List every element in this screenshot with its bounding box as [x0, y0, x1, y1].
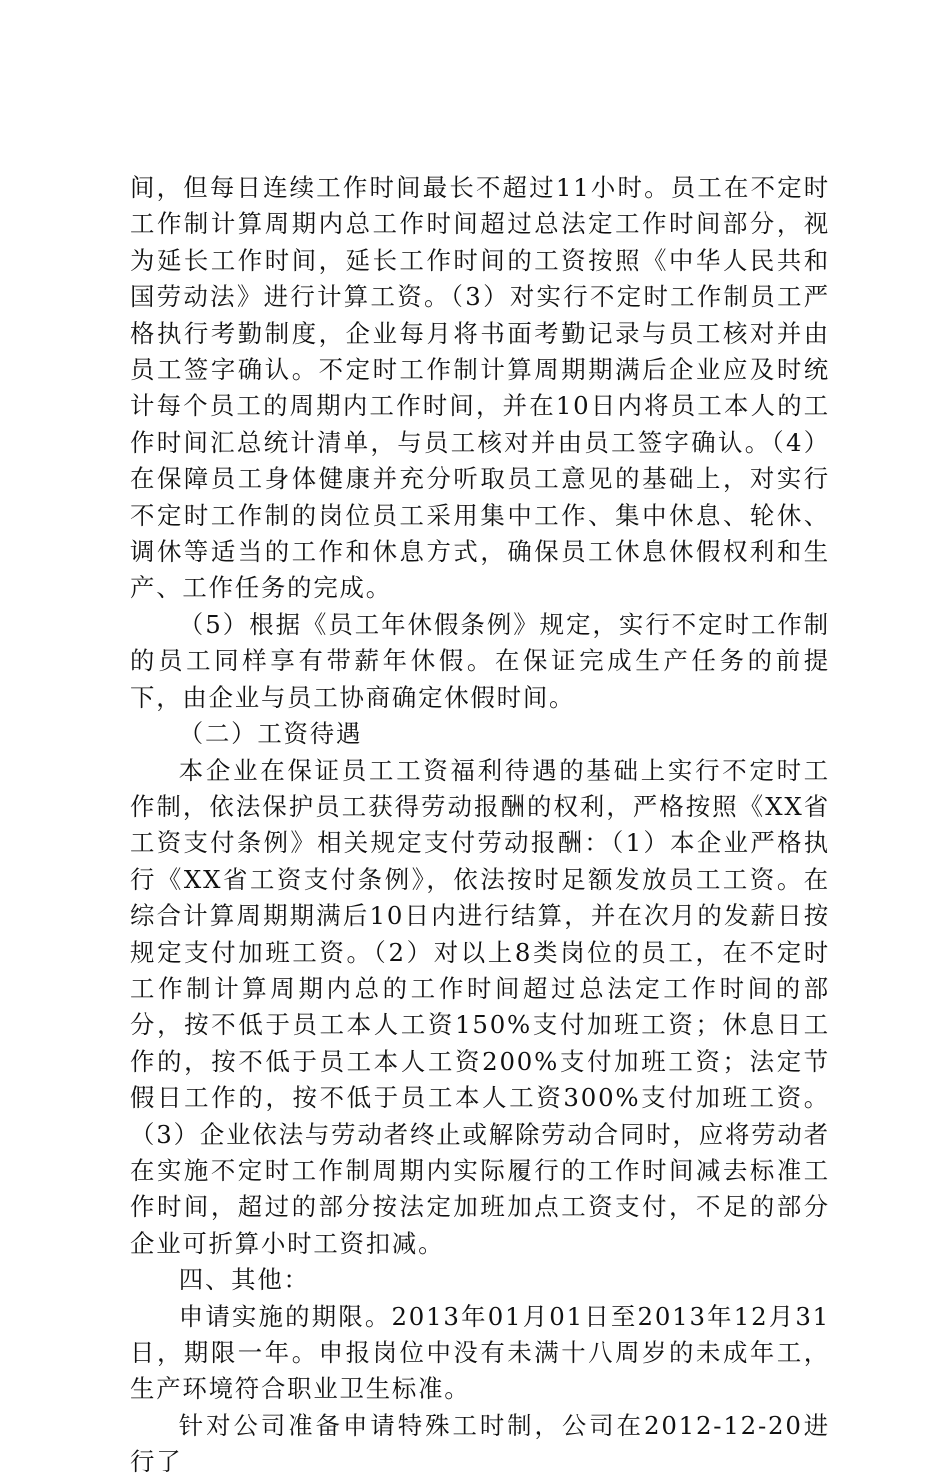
section-heading-wage-treatment: （二）工资待遇 — [178, 719, 363, 749]
paragraph-wage-treatment: 本企业在保证员工工资福利待遇的基础上实行不定时工作制，依法保护员工获得劳动报酬的权利，严格按照《XX省工资支付条例》相关规定支付劳动报酬：（1）本企业严格执行《XX省工资支付条例》，依法按时足额发放员工工资。在综合计算周期期满后10日内进行结算，并在次月的发薪日按规定支付加班工资。（2）对以上8类岗位的员工，在不定时工作制计算周期内总的工作时间超过总法定工作时间的部分，按不低于员工本人工资150%支付加班工资；休息日工作的，按不低于员工本人工资200%支付加班工资；法定节假日工作的，按不低于员工本人工资300%支付加班工资。（3）企业依法与劳动者终止或解除劳动合同时，应将劳动者在实施不定时工作制周期内实际履行的工作时间减去标准工作时间，超过的部分按法定加班加点工资支付，不足的部分企业可折算小时工资扣减。 — [130, 755, 830, 1258]
paragraph-special-hours-application: 针对公司准备申请特殊工时制，公司在2012-12-20进行了 — [130, 1410, 830, 1477]
document-body — [130, 170, 830, 1481]
paragraph-implementation-period: 申请实施的期限。2013年01月01日至2013年12月31日，期限一年。申报岗位中没有未满十八周岁的未成年工，生产环境符合职业卫生标准。 — [130, 1301, 830, 1404]
paragraph-annual-leave: （5）根据《员工年休假条例》规定，实行不定时工作制的员工同样享有带薪年休假。在保证完成生产任务的前提下，由企业与员工协商确定休假时间。 — [130, 609, 830, 712]
section-heading-other: 四、其他： — [178, 1265, 310, 1295]
paragraph-work-hours-continued: 间，但每日连续工作时间最长不超过11小时。员工在不定时工作制计算周期内总工作时间超过总法定工作时间部分，视为延长工作时间，延长工作时间的工资按照《中华人民共和国劳动法》进行计算工资。（3）对实行不定时工作制员工严格执行考勤制度，企业每月将书面考勤记录与员工核对并由员工签字确认。不定时工作制计算周期期满后企业应及时统计每个员工的周期内工作时间，并在10日内将员工本人的工作时间汇总统计清单，与员工核对并由员工签字确认。（4）在保障员工身体健康并充分听取员工意见的基础上，对实行不定时工作制的岗位员工采用集中工作、集中休息、轮休、调休等适当的工作和休息方式，确保员工休息休假权利和生产、工作任务的完成。 — [130, 173, 830, 603]
